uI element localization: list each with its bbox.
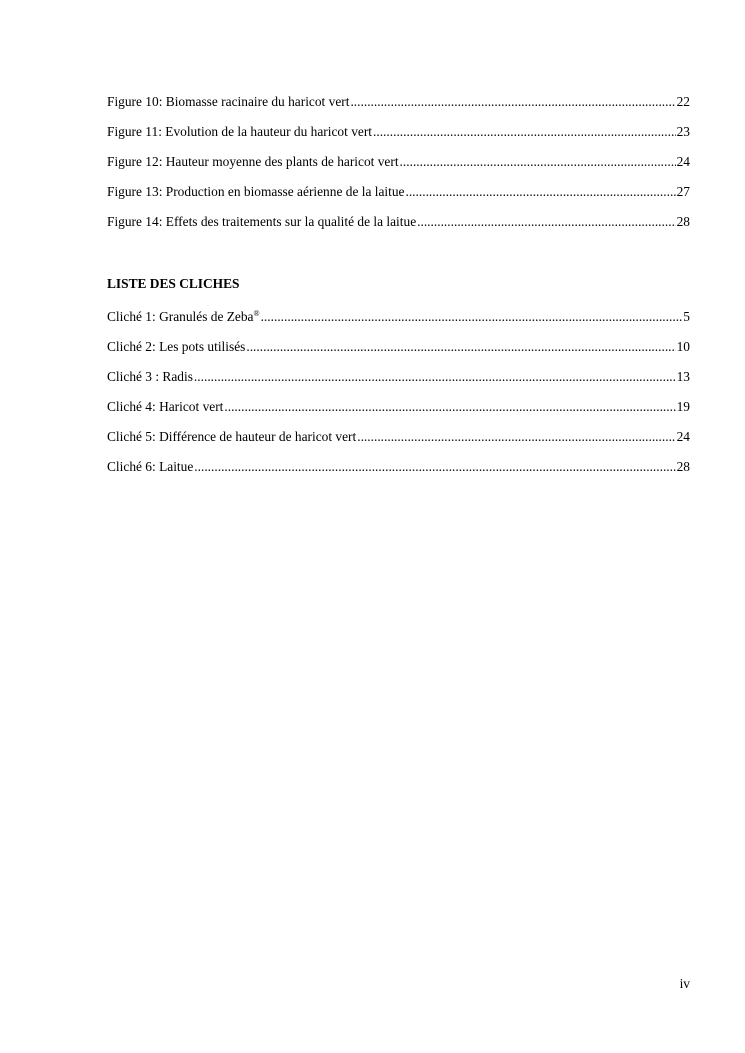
dot-leader xyxy=(350,92,675,112)
toc-entry-page: 28 xyxy=(676,459,690,474)
toc-entry-cliche-2 xyxy=(107,337,690,367)
list-of-cliches xyxy=(107,307,690,487)
toc-entry-page: 13 xyxy=(676,369,690,384)
dot-leader xyxy=(373,122,676,142)
dot-leader xyxy=(194,457,675,477)
toc-entry-page: 23 xyxy=(676,124,690,139)
registered-mark: ® xyxy=(253,309,260,318)
toc-entry-page: 24 xyxy=(676,154,690,169)
dot-leader xyxy=(417,212,675,232)
dot-leader xyxy=(246,337,675,357)
dot-leader xyxy=(400,152,676,172)
toc-entry-figure-14 xyxy=(107,212,690,242)
toc-entry-cliche-5 xyxy=(107,427,690,457)
section-heading-cliches: LISTE DES CLICHES xyxy=(107,276,240,291)
toc-entry-figure-12 xyxy=(107,152,690,182)
toc-entry-page: 5 xyxy=(683,309,690,324)
dot-leader xyxy=(405,182,675,202)
toc-entry-label: Cliché 3 : Radis xyxy=(107,369,193,384)
toc-entry-label: Cliché 6: Laitue xyxy=(107,459,194,474)
toc-entry-page: 24 xyxy=(676,429,690,444)
toc-entry-label-text: Cliché 1: Granulés de Zeba xyxy=(107,309,254,324)
toc-entry-page: 10 xyxy=(676,339,690,354)
toc-entry-label xyxy=(107,307,260,327)
dot-leader xyxy=(194,367,676,387)
toc-entry-page: 19 xyxy=(676,399,690,414)
toc-entry-label: Figure 12: Hauteur moyenne des plants de haricot vert xyxy=(107,154,399,169)
toc-entry-figure-13 xyxy=(107,182,690,212)
toc-entry-label: Figure 13: Production en biomasse aérienne de la laitue xyxy=(107,184,405,199)
dot-leader xyxy=(261,307,683,327)
toc-entry-label: Cliché 2: Les pots utilisés xyxy=(107,339,246,354)
dot-leader xyxy=(224,397,675,417)
toc-entry-cliche-6 xyxy=(107,457,690,487)
toc-entry-figure-11 xyxy=(107,122,690,152)
toc-entry-label: Figure 10: Biomasse racinaire du haricot vert xyxy=(107,94,350,109)
toc-entry-page: 27 xyxy=(676,184,690,199)
toc-entry-cliche-1 xyxy=(107,307,690,337)
toc-entry-label: Cliché 4: Haricot vert xyxy=(107,399,224,414)
toc-entry-cliche-4 xyxy=(107,397,690,427)
dot-leader xyxy=(357,427,675,447)
page-number: iv xyxy=(679,976,690,991)
toc-entry-cliche-3 xyxy=(107,367,690,397)
toc-entry-figure-10 xyxy=(107,92,690,122)
toc-entry-page: 22 xyxy=(676,94,690,109)
toc-entry-label: Figure 14: Effets des traitements sur la qualité de la laitue xyxy=(107,214,417,229)
toc-entry-label: Figure 11: Evolution de la hauteur du haricot vert xyxy=(107,124,373,139)
toc-entry-label: Cliché 5: Différence de hauteur de haricot vert xyxy=(107,429,357,444)
list-of-figures xyxy=(107,92,690,242)
toc-entry-page: 28 xyxy=(676,214,690,229)
